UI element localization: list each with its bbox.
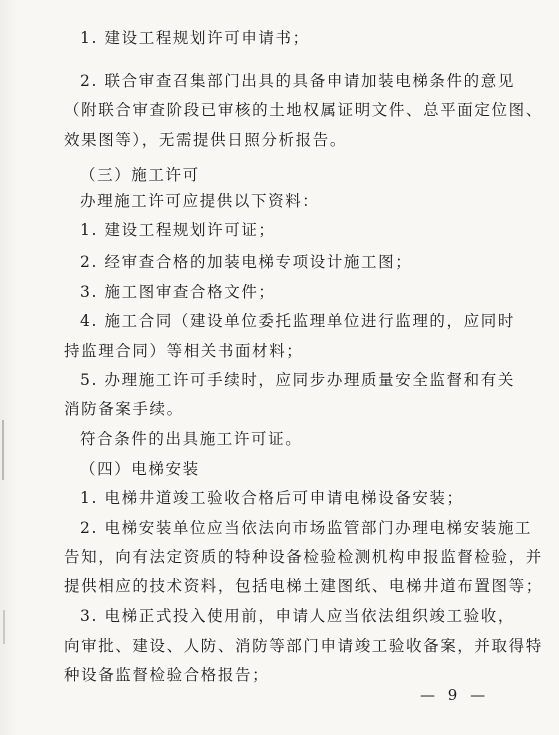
scan-edge-mark <box>2 420 4 480</box>
text-line: 向审批、建设、人防、消防等部门申请竣工验收备案，并取得特 <box>64 637 543 655</box>
text-line: 符合条件的出具施工许可证。 <box>80 430 303 448</box>
text-line: 告知，向有法定资质的特种设备检验检测机构申报监督检验，并 <box>64 548 543 566</box>
section-heading: （四）电梯安装 <box>80 460 200 478</box>
text-line: 持监理合同）等相关书面材料； <box>64 342 304 360</box>
scan-edge-mark <box>3 610 5 644</box>
text-line: 5. 办理施工许可手续时，应同步办理质量安全监督和有关 <box>80 371 515 389</box>
text-line: 2. 联合审查召集部门出具的具备申请加装电梯条件的意见 <box>80 72 515 90</box>
text-line: 2. 经审查合格的加装电梯专项设计施工图； <box>80 253 413 271</box>
text-line: 1. 建设工程规划许可证； <box>80 221 276 239</box>
page-number: — 9 — <box>420 686 490 704</box>
text-line: 消防备案手续。 <box>64 400 184 418</box>
text-line: 1. 建设工程规划许可申请书； <box>80 29 310 47</box>
text-line: 3. 施工图审查合格文件； <box>80 283 276 301</box>
text-line: 种设备监督检验合格报告； <box>64 666 270 684</box>
section-heading: （三）施工许可 <box>80 166 200 184</box>
text-line: 办理施工许可应提供以下资料： <box>80 192 320 210</box>
text-line: 提供相应的技术资料，包括电梯土建图纸、电梯井道布置图等； <box>64 577 543 595</box>
text-line: 1. 电梯井道竣工验收合格后可申请电梯设备安装； <box>80 489 464 507</box>
text-line: （附联合审查阶段已审核的土地权属证明文件、总平面定位图、 <box>64 101 543 119</box>
text-line: 效果图等），无需提供日照分析报告。 <box>64 131 347 149</box>
text-line: 3. 电梯正式投入使用前，申请人应当依法组织竣工验收， <box>80 607 515 625</box>
text-line: 4. 施工合同（建设单位委托监理单位进行监理的，应同时 <box>80 312 515 330</box>
text-line: 2. 电梯安装单位应当依法向市场监管部门办理电梯安装施工 <box>80 519 533 537</box>
